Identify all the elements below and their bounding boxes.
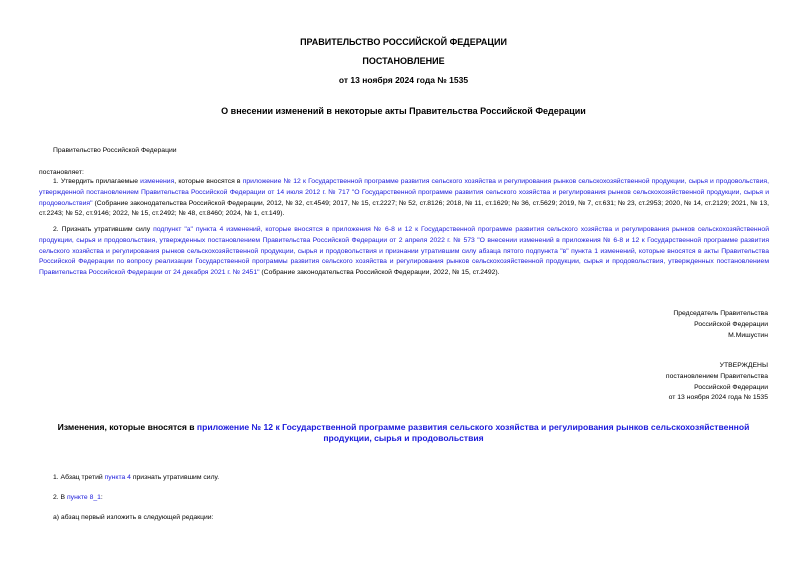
document-type: ПОСТАНОВЛЕНИЕ xyxy=(362,56,445,66)
intro-government: Правительство Российской Федерации xyxy=(53,147,177,154)
item-2-paragraph xyxy=(39,225,769,279)
item-1-text-mid: , которые вносятся в xyxy=(174,178,243,185)
change-item-1 xyxy=(53,473,219,484)
changes-title xyxy=(40,422,767,444)
item-2-text-start: 2. Признать утратившим силу xyxy=(53,226,154,233)
change-1-text-start: 1. Абзац третий xyxy=(53,474,105,481)
changes-title-text: Изменения, которые вносятся в xyxy=(57,422,197,432)
change-item-2 xyxy=(53,493,103,504)
signature-block xyxy=(560,309,768,341)
government-heading: ПРАВИТЕЛЬСТВО РОССИЙСКОЙ ФЕДЕРАЦИИ xyxy=(300,37,507,47)
change-item-2a: а) абзац первый изложить в следующей редакции: xyxy=(53,514,214,521)
document-subject: О внесении изменений в некоторые акты Правительства Российской Федерации xyxy=(221,106,586,116)
approval-date: от 13 ноября 2024 года № 1535 xyxy=(668,394,768,402)
item-1-text-start: 1. Утвердить прилагаемые xyxy=(53,178,141,185)
change-1-link[interactable]: пункта 4 xyxy=(104,474,131,481)
item-2-text-end: (Собрание законодательства Российской Федерации, 2022, № 15, ст.2492). xyxy=(259,269,500,277)
item-1-text-end: (Собрание законодательства Российской Федерации, 2012, № 32, ст.4549; 2017, № 15, ст.2227; № 52, ст.8126; 2018, № 11, ст.1629; № 36, ст.5629; 2019, № 7, ст.631; № 23, ст.2953; 2020, № 14, ст.2129; 2021, № 13, ст.2243; № 52, ст.9146; 2022, № 15, ст.2492; № 48, ст.8460; 2024, № 1, ст.149). xyxy=(39,199,769,218)
item-1-paragraph xyxy=(39,177,769,220)
intro-decrees: постановляет: xyxy=(39,169,84,176)
item-1-changes-link[interactable]: изменения xyxy=(140,178,175,185)
document-date-number: от 13 ноября 2024 года № 1535 xyxy=(338,75,469,85)
signature-name: М.Мишустин xyxy=(728,331,768,339)
change-2-text-end: : xyxy=(100,494,103,501)
item-1-appendix-link[interactable]: приложение № 12 к Государственной программе развития сельского хозяйства и регулирования рынков сельскохозяйственной продукции, сырья и продовольствия, утвержденной постановлением Правительства Российской Федерации от 14 июля 2012 г. № 717 "О Государственной программе развития сельского хозяйства и регулирования рынков сельскохозяйственной продукции, сырья и продовольствия" xyxy=(39,178,769,207)
change-1-text-end: признать утратившим силу. xyxy=(130,474,220,481)
approval-title: УТВЕРЖДЕНЫ xyxy=(719,362,768,369)
changes-title-link[interactable]: приложение № 12 к Государственной программе развития сельского хозяйства и регулирования рынков сельскохозяйственной продукции, сырья и продовольствия xyxy=(196,422,750,443)
change-2-link[interactable]: пункте 8_1 xyxy=(66,494,101,501)
item-2-subparagraph-link[interactable]: подпункт "а" пункта 4 изменений, которые вносятся в приложения № 6-8 и 12 к Государственной программе развития сельского хозяйства и регулирования рынков сельскохозяйственной продукции, сырья и продовольствия, утвержденных постановлением Правительства Российской Федерации от 2 апреля 2022 г. № 573 "О внесении изменений в приложения № 6-8 и 12 к Государственной программе развития сельского хозяйства и регулирования рынков сельскохозяйственной продукции, сырья и продовольствия и признании утратившим силу абзаца пятого подпункта "в" пункта 1 изменений, которые вносятся в акты Правительства Российской Федерации по вопросу реализации Государственной программы развития сельского хозяйства и регулирования рынков сельскохозяйственной продукции, сырья и продовольствия, утвержденных постановлением Правительства Российской Федерации от 24 декабря 2021 г. № 2451" xyxy=(39,226,770,277)
approval-line-2: постановлением Правительства xyxy=(665,372,768,380)
approval-line-3: Российской Федерации xyxy=(694,383,768,391)
signature-position: Председатель Правительства xyxy=(673,310,768,317)
signature-organization: Российской Федерации xyxy=(694,320,768,328)
approval-stamp xyxy=(560,361,768,404)
change-2-text-start: 2. В xyxy=(53,494,67,501)
